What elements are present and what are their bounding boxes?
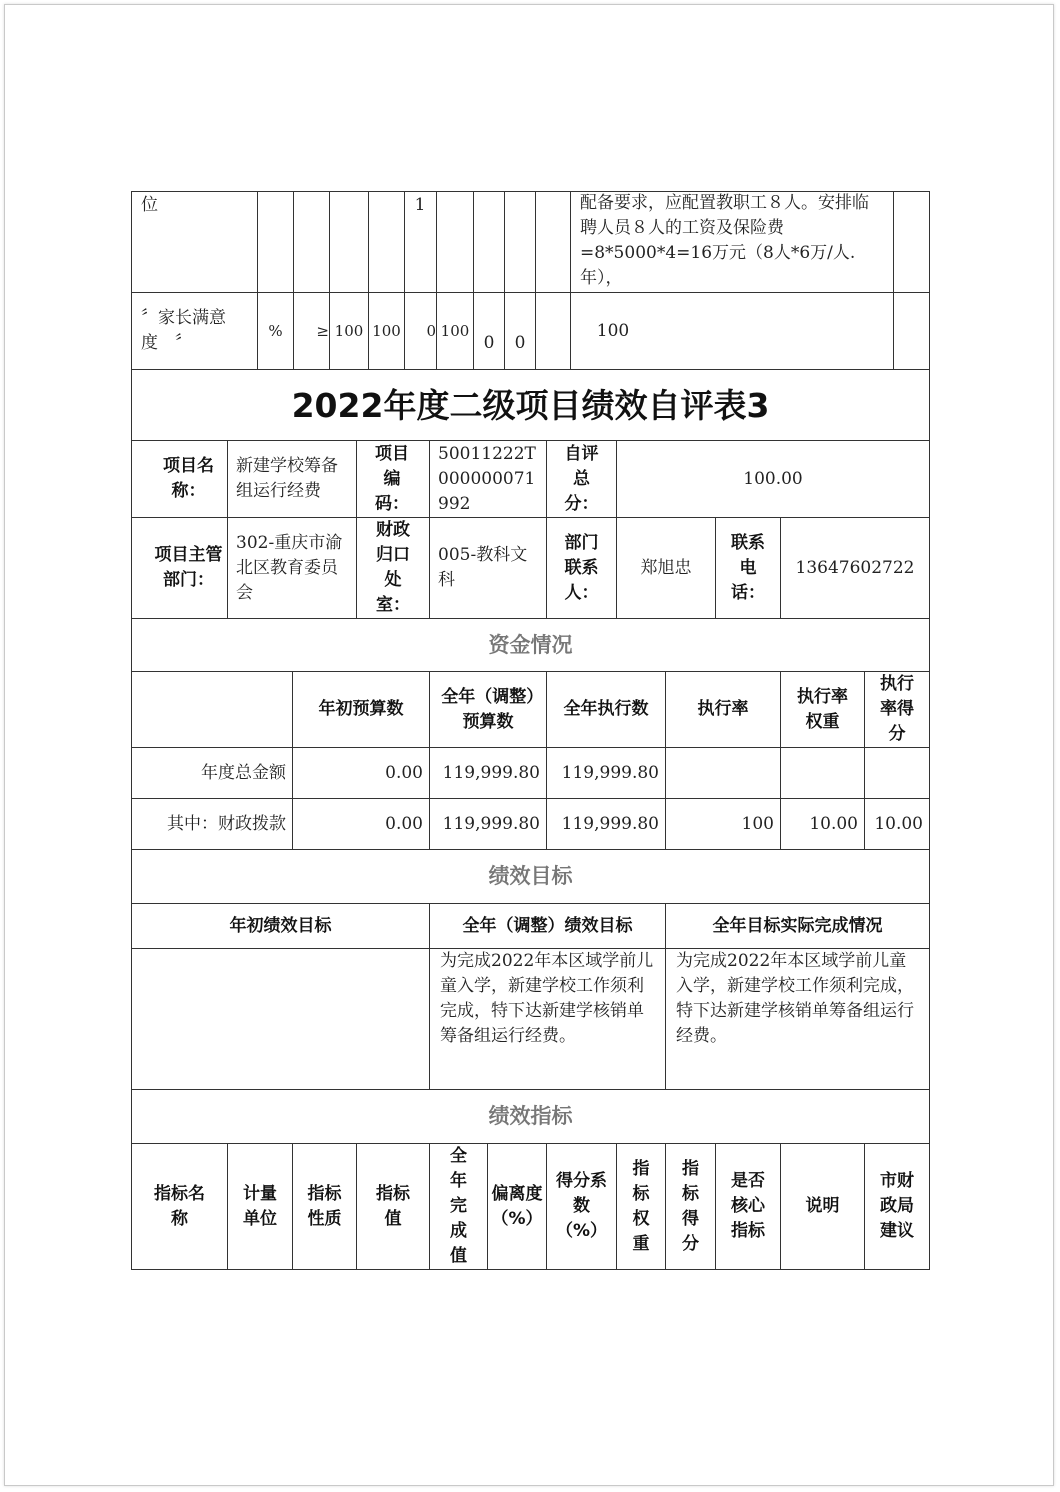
phone-label: 联系电话： bbox=[731, 532, 765, 603]
form-title: 2022年度二级项目绩效自评表3 bbox=[291, 385, 770, 425]
self-score-label: 自评总分： bbox=[564, 443, 599, 514]
indicator-score-coef: 0 bbox=[483, 332, 495, 353]
ind-header-description: 说明 bbox=[805, 1196, 840, 1216]
finance-office-value: 005-教科文科 bbox=[438, 545, 528, 590]
project-code-value: 50011222T000000071992 bbox=[438, 443, 536, 514]
ind-header-weight: 指标权重 bbox=[632, 1158, 650, 1254]
indicator-unit: % bbox=[268, 322, 283, 340]
funds-section-title: 资金情况 bbox=[488, 632, 573, 657]
funds-header-adjusted: 全年（调整）预算数 bbox=[441, 686, 535, 732]
ind-header-suggestion: 市财政局建议 bbox=[880, 1171, 914, 1241]
indicator-nature: ≥ bbox=[316, 322, 329, 340]
funds-row-total-label: 年度总金额 bbox=[201, 762, 286, 783]
goals-section-title: 绩效目标 bbox=[488, 864, 573, 888]
ind-header-completed: 全年完成值 bbox=[450, 1146, 467, 1266]
indicator-extra: 0 bbox=[426, 322, 436, 340]
dept-value: 302-重庆市渝北区教育委员会 bbox=[236, 532, 343, 603]
dept-label: 项目主管部门： bbox=[154, 545, 223, 590]
ind-header-core: 是否核心指标 bbox=[731, 1171, 765, 1241]
phone-value: 13647602722 bbox=[795, 557, 915, 578]
contact-label: 部门联系人： bbox=[564, 532, 599, 603]
funds-header-score: 执行率得分 bbox=[880, 674, 914, 744]
project-code-label: 项目编码： bbox=[375, 443, 409, 514]
funds-row-total-initial: 0.00 bbox=[385, 762, 423, 783]
indicator-actual-value: 100 bbox=[372, 322, 401, 340]
ind-header-unit: 计量单位 bbox=[243, 1183, 277, 1229]
funds-row-total-score bbox=[865, 748, 927, 798]
contact-value: 郑旭忠 bbox=[640, 557, 692, 578]
ind-header-score-coef: 得分系数（%） bbox=[555, 1171, 608, 1241]
indicator-note: 配备要求，应配置教职工８人。安排临聘人员８人的工资及保险费=8*5000*4=16万元（8人*6万/人.年）， bbox=[580, 193, 869, 288]
ind-header-nature: 指标性质 bbox=[307, 1183, 342, 1229]
indicators-section-title: 绩效指标 bbox=[488, 1104, 573, 1128]
indicator-value-digit: 1 bbox=[414, 195, 426, 215]
self-score-value: 100.00 bbox=[743, 468, 803, 489]
indicator-name-tail: 位 bbox=[141, 195, 158, 215]
indicator-weight: 0 bbox=[514, 332, 526, 353]
ind-header-name: 指标名称 bbox=[154, 1183, 205, 1229]
funds-row-total-adjusted: 119,999.80 bbox=[442, 762, 540, 783]
funds-header-executed: 全年执行数 bbox=[563, 699, 649, 719]
funds-header-rate: 执行率 bbox=[697, 699, 749, 719]
funds-header-weight: 执行率权重 bbox=[797, 686, 848, 732]
funds-row-total-executed: 119,999.80 bbox=[561, 762, 659, 783]
indicator-target-value: 100 bbox=[334, 322, 364, 340]
funds-header-initial: 年初预算数 bbox=[318, 699, 404, 719]
indicator-deviation: 100 bbox=[440, 322, 470, 340]
funds-row-total-weight bbox=[781, 748, 862, 798]
goals-header-adjusted: 全年（调整）绩效目标 bbox=[462, 915, 633, 936]
ind-header-score: 指标得分 bbox=[682, 1158, 699, 1254]
ind-header-value: 指标值 bbox=[376, 1183, 410, 1229]
goals-adjusted-text: 为完成2022年本区域学前儿童入学，新建学校工作须利完成，特下达新建学核销单筹备组运行经费。 bbox=[440, 951, 654, 1046]
funds-row-fiscal-initial: 0.00 bbox=[385, 813, 423, 834]
goals-initial-text bbox=[132, 949, 429, 1089]
funds-row-fiscal-executed: 119,999.80 bbox=[561, 813, 659, 834]
goals-header-initial: 年初绩效目标 bbox=[229, 915, 332, 936]
funds-row-fiscal-label: 其中：财政拨款 bbox=[167, 813, 286, 834]
indicator-score: 100 bbox=[596, 320, 630, 341]
funds-row-fiscal-rate: 100 bbox=[741, 813, 774, 834]
funds-row-fiscal-adjusted: 119,999.80 bbox=[442, 813, 540, 834]
funds-row-total-rate bbox=[666, 748, 778, 798]
goals-header-actual: 全年目标实际完成情况 bbox=[712, 915, 883, 936]
goals-actual-text: 为完成2022年本区域学前儿童入学，新建学校工作须利完成，特下达新建学核销单筹备组运行经费。 bbox=[676, 951, 914, 1046]
project-name-value: 新建学校筹备组运行经费 bbox=[236, 456, 338, 501]
ind-header-deviation: 偏离度（%） bbox=[491, 1183, 543, 1229]
indicator-name-parent-satisfaction: 〞家长满意度 〞 bbox=[141, 308, 226, 353]
finance-office-label: 财政归口处室： bbox=[376, 520, 410, 615]
funds-row-fiscal-score: 10.00 bbox=[874, 813, 923, 834]
project-name-label: 项目名称： bbox=[163, 456, 214, 501]
funds-row-fiscal-weight: 10.00 bbox=[809, 813, 858, 834]
